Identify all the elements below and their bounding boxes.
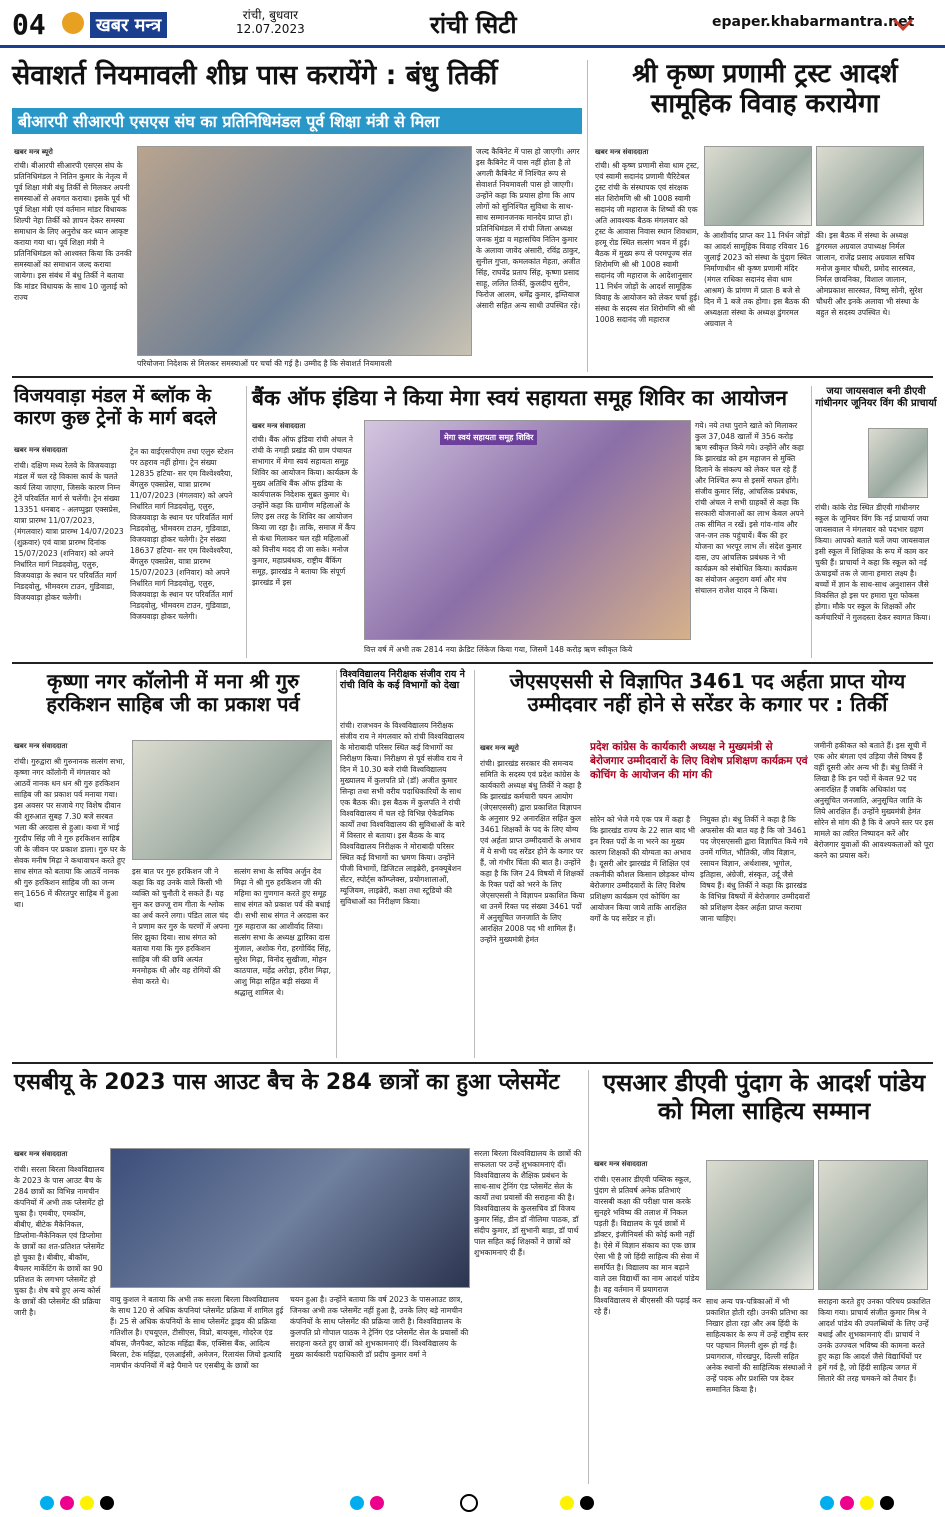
a9-body-col1: रांची। सरला बिरला विश्वविद्यालय के 2023 के पास आउट बैच के 284 छात्रों का विभिन्न नामचीन कंपनियों में अभी तक प्लेसमेंट हो चुका है। एमबीए, एमकॉम, बीबीए, बीटेक मैकेनिकल, डिप्लोमा-मैकेनिकल एवं डिप्लोमा के छात्रों का शत-प्रतिशत प्लेसमेंट हो चुका है। बीबीए, बीकॉम, बैचलर मार्केटिंग के छात्रों का 90 प्रतिशत के लगभग प्लेसमेंट हो चुका है। शेष बचे हुए अन्य कोर्स के छात्रों की प्लेसमेंट की प्रक्रिया जारी है।	[14, 1165, 105, 1317]
a7-headline: विश्वविद्यालय निरीक्षक संजीव राय ने रांची विवि के कई विभागों को देखा	[340, 669, 465, 691]
a10-body-col2: साथ अन्य पत्र-पत्रिकाओं में भी प्रकाशित होती रही। उनकी प्रतिभा का निखार होता रहा और अब हिंदी के साहित्यकार के रूप में उन्हें राष्ट्रीय स्तर पर पहचान मिलनी शुरू हो गई है। प्रयागराज, गोरखपुर, दिल्ली सहित अनेक स्थानों की साहित्यिक संस्थाओं ने उन्हें पदक और प्रशस्ति पत्र देकर सम्मानित किया है।	[706, 1297, 812, 1394]
a4-headline: बैंक ऑफ इंडिया ने किया मेगा स्वयं सहायता समूह शिविर का आयोजन	[252, 386, 788, 410]
magenta-dot-icon	[60, 1496, 74, 1510]
a6-body-col1: रांची। गुरुद्वारा श्री गुरुनानक सत्संग सभा, कृष्णा नगर कॉलोनी में मंगलवार को आठवें नानक धन धन श्री गुरु हरकिशन साहिब जी का प्रकाश पर्व मनाया गया। इस अवसर पर सजाये गए विशेष दीवान की शुरुआत सुबह 7.30 बजे सरबत भला की अरदास से हुआ। कथा में भाई गुरदीप सिंह जी ने गुरु हरकिशन साहिब जी के जीवन पर प्रकाश डाला। गुरु घर के सेवक मनीष मिढ़ा ने कथावाचन करते हुए साध संगत को बताया कि आठवें नानक श्री गुरु हरकिशन साहिब जी का जन्म सन् 1656 में कीरतपुर साहिब में हुआ था।	[14, 757, 126, 909]
a5-body-intro	[815, 430, 865, 500]
brand-name: खबर मन्त्र	[90, 12, 167, 38]
a7-body: रांची। राजभवन के विश्वविद्यालय निरीक्षक संजीव राय ने मंगलवार को रांची विश्वविद्यालय के मोराबादी परिसर स्थित कई विभागों का निरीक्षण किया। निरीक्षण से पूर्व संजीव राय ने दिन में 10.30 बजे रांची विश्वविद्यालय मुख्यालय में कुलपति प्रो (डॉ) अजीत कुमार सिन्हा तथा सभी वरीय पदाधिकारियों के साथ एक बैठक की। इस बैठक में कुलपति ने रांची विश्वविद्यालय में चल रहे विभिन्न ऐकेडमिक कार्यों तथा विश्वविद्यालय की सुविधाओं के बारे में विस्तार से बताया। इस बैठक के बाद विश्वविद्यालय निरीक्षक ने मोराबादी परिसर स्थित कई विभागों का भ्रमण किया। उन्होंने पीजी विभागों, डिजिटल लाइब्रेरी, इनक्यूबेशन सेंटर, स्पोर्ट्स कॉम्प्लेक्स, प्रयोगशालाओं, म्यूजियम, लाइब्रेरी, कक्षा तथा स्टूडियो की सुविधाओं का निरीक्षण किया।	[340, 721, 465, 906]
page-number: 04	[12, 8, 46, 41]
crosshair-icon	[460, 1494, 478, 1512]
a3-headline: विजयवाड़ा मंडल में ब्लॉक के कारण कुछ ट्रेनों के मार्ग बदले	[14, 385, 217, 429]
a1-subhead: बीआरपी सीआरपी एसएस संघ का प्रतिनिधिमंडल पूर्व शिक्षा मंत्री से मिला	[12, 108, 582, 134]
black-dot-icon	[100, 1496, 114, 1510]
a9-body-col2: वायु कुशल ने बताया कि अभी तक सरला बिरला विश्वविद्यालय के साथ 120 से अधिक कंपनियां प्लेसमेंट प्रक्रिया में शामिल हुई हैं। 25 से अधिक कंपनियों के साथ प्लेसमेंट ड्राइव की प्रक्रिया गतिशील है। एचयूएल, टीसीएस, विप्रो, बायजूस, गोदरेज एंड बॉयस, जैनपैक्ट, कोटक महिंद्रा बैंक, एक्सिस बैंक, आदित्य बिरला, टेक महिंद्रा, एलआईसी, अमेजन, रिलायंस जियो इत्यादि नामचीन कंपनियों में बड़े पैमाने पर एसबीयू के छात्रों का	[110, 1295, 284, 1370]
a2-body-col3: की। इस बैठक में संस्था के अध्यक्ष डुंगरमल अग्रवाल उपाध्यक्ष निर्मल जालान, राजेंद्र प्रसाद अग्रवाल सचिव मनोज कुमार चौधरी, प्रमोद सारस्वत, निर्मल छावनिका, विशाल जालान, ओमप्रकाश सारस्वत, विष्णु सोनी, सुरेश चौधरी और इनके अलावा भी संस्था के बहुत से सदस्य उपस्थित थे।	[816, 231, 923, 317]
a9-body-col3: चयन हुआ है। उन्होंने बताया कि वर्ष 2023 के पासआउट छात्र, जिनका अभी तक प्लेसमेंट नहीं हुआ है, उनके लिए बड़े नामचीन कंपनियों के साथ प्लेसमेंट की प्रक्रिया जारी है। विश्वविद्यालय के कुलपति प्रो गोपाल पाठक ने ट्रेनिंग एंड प्लेसमेंट सेल के प्रयासों की सराहना करते हुए छात्रों को शुभकामनाएं दीं। विश्वविद्यालय के मुख्य कार्यकारी पदाधिकारी डॉ प्रदीप कुमार वर्मा ने	[290, 1295, 469, 1359]
a10-headline: एसआर डीएवी पुंदाग के आदर्श पांडेय को मिला साहित्य सम्मान	[602, 1069, 926, 1125]
a8-byline: खबर मन्त्र ब्यूरो	[480, 744, 519, 752]
dateline	[236, 8, 305, 36]
a2-photo-right	[816, 146, 924, 226]
a9-headline: एसबीयू के 2023 पास आउट बैच के 284 छात्रों का हुआ प्लेसमेंट	[14, 1070, 560, 1095]
a1-body-col2: जल्द कैबिनेट में पास हो जाएगी। अगर इस कैबिनेट में पास नहीं होता है तो अगली कैबिनेट में निश्चित रूप से सेवाशर्त नियमावली पास हो जाएगी। उन्होंने कहा कि प्रयास होगा कि आप लोगों को सुनिश्चित सुविधा के साथ-साथ सम्मानजनक मानदेय प्राप्त हो। प्रतिनिधिमंडल में रांची जिला अध्यक्ष जनक मुंडा व महासचिव नितिन कुमार के अलावा जावेद अंसारी, रविंद्र ठाकुर, सुनील गुप्ता, कमलकांत मेहता, अजीत सिंह, राघवेंद्र प्रताप सिंह, कृष्णा प्रसाद साहू, ललित तिर्की, कुलदीप सुरीन, फिरोज आलम, धर्मेंद्र कुमार, इम्तियाज अंसारी सहित अन्य साथी उपस्थित रहे।	[476, 147, 581, 310]
a1-caption-line: परियोजना निदेशक से मिलकर समस्याओं पर चर्चा की गई है। उम्मीद है कि सेवाशर्त नियमावली	[137, 359, 392, 368]
a8-body-col2: सोरेन को भेजे गये एक पत्र में कहा है कि झारखंड राज्य के 22 साल बाद भी इन रिक्त पदों के ना भरने का मुख्य कारण शिक्षकों की योग्यता का अभाव है। दूसरी ओर झारखंड में शिक्षित एवं तकनीकी कौशल किसान छोड़कर योग्य बेरोजगार उम्मीदवारों के लिए विशेष प्रशिक्षण कार्यक्रम एवं कोचिंग का आयोजन किया जाये ताकि आरक्षित वर्गों के पद सरेंडर न हों।	[590, 815, 695, 923]
a2-photo-left	[704, 146, 812, 226]
a2-headline: श्री कृष्ण प्रणामी ट्रस्ट आदर्श सामूहिक विवाह करायेगा	[632, 59, 898, 119]
a6-headline: कृष्णा नगर कॉलोनी में मना श्री गुरु हरकिशन साहिब जी का प्रकाश पर्व	[46, 669, 300, 716]
a9-body-col4: सरला बिरला विश्वविद्यालय के छात्रों की सफलता पर उन्हें शुभकामनाएं दीं। विश्वविद्यालय के शैक्षिक प्रबंधन के साथ-साथ ट्रेनिंग एंड प्लेसमेंट सेल के कार्यों तथा प्रयासों की सराहना की है। विश्वविद्यालय के कुलसचिव डॉ विजय कुमार सिंह, डीन डॉ नीलिमा पाठक, डॉ संदीप कुमार, डॉ सुभानी बाड़ा, डॉ पार्थ पाल सहित कई शिक्षकों ने छात्रों को शुभकामनाएं दी हैं।	[474, 1149, 582, 1257]
a6-body-col2: इस बात पर गुरु हरकिशन जी ने कहा कि वह उनके वाले किसी भी व्यक्ति को चुनौती दे सकते हैं। यह सुन कर छज्जू राम गीता के श्लोक का अर्थ करने लगा। पंडित लाल चंद ने प्रणाम कर गुरु के चरणों में अपना सिर झुका दिया। साध संगत को बताया गया कि गुरु हरकिशन साहिब जी की छवि अत्यंत मनमोहक थी और वह रोगियों की सेवा करते थे।	[132, 867, 230, 986]
a10-portrait-photo	[818, 1160, 928, 1290]
a5-portrait-photo	[868, 428, 928, 498]
a5-body: रांची। कांके रोड स्थित डीएवी गांधीनगर स्कूल के जूनियर विंग कि नई प्राचार्या जया जायसवाल ने मंगलवार को पदभार ग्रहण किया। आपको बताते चलें जया जायसवाल इसी स्कूल में शिक्षिका के रूप में काम कर चुकी हैं। प्राचार्या ने कहा कि स्कूल को नई ऊंचाइयों तक ले जाना हमारा लक्ष्य है। बच्चों में ज्ञान के साथ-साथ अनुशासन जैसे विकसित हो इस पर हमारा पूरा फोकस होगा। मौके पर स्कूल के शिक्षकों और कर्मचारियों ने गुलदस्ता देकर स्वागत किया।	[815, 503, 931, 622]
a6-body-col3: सत्संग सभा के सचिव अर्जुन देव मिढ़ा ने श्री गुरु हरकिशन जी की महिमा का गुणगान करते हुए समूह साध संगत को प्रकाश पर्व की बधाई दी। सभी साध संगत ने अरदास कर गुरु महाराज का आशीर्वाद लिया। सत्संग सभा के अध्यक्ष द्वारिका दास मुंजाल, अशोक गेरा, हरगोविंद सिंह, सुरेश मिढ़ा, विनोद सुखीजा, मोहन काठपाल, महेंद्र अरोड़ा, हरीश मिढ़ा, आशु मिढ़ा सहित बड़ी संख्या में श्रद्धालु शामिल थे।	[234, 867, 332, 997]
a4-body-col1: रांची। बैंक ऑफ इंडिया रांची अंचल ने रांची के नगड़ी प्रखंड की ग्राम पंचायत सभागार में मेगा स्वयं सहायता समूह शिविर का आयोजन किया। कार्यक्रम के मुख्य अतिथि बैंक ऑफ इंडिया के कार्यपालक निदेशक सुब्रत कुमार थे। उन्होंने कहा कि ग्रामीण महिलाओं के लिए इस तरह के शिविर का आयोजन किया जा रहा है। ताकि, समाज में कैंप से कंधा मिलाकर चल रही महिलाओं को वित्तीय मदद दी जा सके। मनोज कुमार, महाप्रबंधक, राष्ट्रीय बैंकिंग समूह, झारखंड ने बताया कि संपूर्ण झारखंड में इस	[252, 435, 358, 587]
a8-body-col4: जमीनी हकीकत को बताते हैं। इस सूची में एक ओर बंगला एवं उड़िया जैसे विषय हैं वहीं दूसरी ओर अन्य भी हैं। बंधु तिर्की ने लिखा है कि इन पदों में केवल 92 पद अनारक्षित हैं जबकि अधिकांश पद अनुसूचित जनजाति, अनुसूचित जाति के लिये आरक्षित हैं। उन्होंने मुख्यमंत्री हेमंत सोरेन से मांग की है कि वे अपने स्तर पर इस मामले का त्वरित निष्पादन करें और बेरोजगार युवाओं की आवश्यकताओं को पूरा करने का प्रयास करें।	[814, 741, 934, 860]
print-registration-marks	[0, 1490, 945, 1517]
section-title: रांची सिटी	[430, 11, 517, 39]
a4-caption-line: वित्त वर्ष में अभी तक 2814 नया क्रेडिट लिंकेज किया गया, जिसमें 148 करोड़ ऋण स्वीकृत किये	[364, 645, 633, 654]
a4-photo-banner: मेगा स्वयं सहायता समूह शिविर	[440, 430, 537, 445]
a3-byline: खबर मन्त्र संवाददाता	[14, 446, 68, 454]
a9-byline: खबर मन्त्र संवाददाता	[14, 1150, 68, 1158]
a2-byline: खबर मन्त्र संवाददाता	[595, 148, 649, 156]
cyan-dot-icon	[40, 1496, 54, 1510]
a1-body-col1: रांची। बीआरपी सीआरपी एसएस संघ के प्रतिनिधिमंडल ने नितिन कुमार के नेतृत्व में पूर्व शिक्षा मंत्री बंधु तिर्की से मिलकर अपनी समस्याओं से अवगत कराया। इसके पूर्व भी पूर्व शिक्षा मंत्री एवं वर्तमान मांडर विधायक शिल्पी नेहा तिर्की को ज्ञापन देकर समस्या समाधान के लिए अनुरोध कर ध्यान आकृष्ट कराया गया था। पूर्व शिक्षा मंत्री ने प्रतिनिधिमंडल को आश्वस्त किया कि उनकी समस्याओं का समाधान जल्द कराया जायेगा। इस संबंध में बंधु तिर्की ने बताया कि मांडर विधायक के साथ 10 जुलाई को राज्य	[14, 161, 132, 302]
a8-body-col3: नियुक्त हो। बंधु तिर्की ने कहा है कि अफसोस की बात यह है कि जो 3461 पद जेएसएससी द्वारा विज्ञापित किये गये उनमें गणित, भौतिकी, जीव विज्ञान, रसायन विज्ञान, अर्थशास्त्र, भूगोल, इतिहास, अंग्रेजी, संस्कृत, उर्दू जैसे विषय हैं। बंधु तिर्की ने कहा कि झारखंड के विभिन्न विषयों में बेरोजगार उम्मीदवारों को प्रशिक्षण देकर अर्हता प्राप्त कराया जाना चाहिए।	[700, 815, 810, 923]
a5-headline: जया जायसवाल बनी डीएवी गांधीनगर जूनियर विंग की प्राचार्या	[815, 386, 937, 409]
a1-byline: खबर मन्त्र ब्यूरो	[14, 148, 53, 156]
a2-body-col2: के आशीर्वाद प्राप्त कर 11 निर्धन जोड़ों का आदर्श सामूहिक विवाह रविवार 16 जुलाई 2023 को संस्था के पुंदाग स्थित निर्माणाधीन श्री कृष्ण प्रणामी मंदिर (मंगल राधिका सदानंद सेवा धाम आश्रम) के प्रांगण में प्रातः 8 बजे से दिन में 1 बजे तक होगा। इस बैठक की अध्यक्षता संस्था के अध्यक्ष डुंगरमल अग्रवाल ने	[704, 231, 812, 328]
city-day: रांची, बुधवार	[242, 8, 298, 22]
masthead-bar	[0, 0, 945, 48]
a9-classroom-photo	[110, 1148, 470, 1288]
a2-body-col1: रांची। श्री कृष्ण प्रणामी सेवा धाम ट्रस्ट, एवं स्वामी सदानंद प्रणामी चैरिटेबल ट्रस्ट रांची के संस्थापक एवं संरक्षक संत शिरोमणि श्री श्री 1008 स्वामी सदानंद जी महाराज के शिष्यों की एक अति आवश्यक बैठक मंगलवार को ट्रस्ट के आवास निवास स्थान शिवधाम, हरमू रोड स्थित सत्संग भवन में हुई। बैठक में मुख्य रूप से परमपूज्य संत शिरोमणि श्री श्री 1008 स्वामी सदानंद जी महाराज के आदेशानुसार 11 निर्धन जोड़ों के आदर्श सामूहिक विवाह के आयोजन को लेकर चर्चा हुई। संस्था के सदस्य संत शिरोमणि श्री श्री 1008 सदानंद जी महाराज	[595, 161, 700, 324]
a10-byline: खबर मन्त्र संवाददाता	[594, 1160, 648, 1168]
a10-body-col3: सराहना करते हुए उनका परिचय प्रकाशित किया गया। प्राचार्य संजीत कुमार मिश्र ने आदर्श पांडेय की उपलब्धियों के लिए उन्हें बधाई और शुभकामनाएं दीं। प्राचार्य ने उनके उज्ज्वल भविष्य की कामना करते हुए कहा कि आदर्श जैसे विद्यार्थियों पर हमें गर्व है, जो हिंदी साहित्य जगत में सितारे की तरह चमकने को तैयार हैं।	[818, 1297, 931, 1383]
a10-body-col1: रांची। एसआर डीएवी पब्लिक स्कूल, पुंदाग से प्रतिवर्ष अनेक प्रतिभाएं वारसबी कक्षा की परीक्षा पास करके सुनहरे भविष्य की तलाश में निकल पड़ती हैं। विद्यालय के पूर्व छात्रों में डॉक्टर, इंजीनियर्स की कोई कमी नहीं है। ऐसे में विज्ञान संकाय का एक छात्र ऐसा भी है जो हिंदी साहित्य की सेवा में समर्पित है। विद्यालय का मान बढ़ाने वाले उस विद्यार्थी का नाम आदर्श पांडेय है। वह वर्तमान में प्रयागराज विश्वविद्यालय से बीएससी की पढ़ाई कर रहे हैं।	[594, 1175, 702, 1316]
epaper-link[interactable]: epaper.khabarmantra.net	[712, 14, 915, 30]
a4-byline: खबर मन्त्र संवाददाता	[252, 422, 306, 430]
issue-date: 12.07.2023	[236, 22, 305, 36]
a8-body-col1: रांची। झारखंड सरकार की समन्वय समिति के सदस्य एवं प्रदेश कांग्रेस के कार्यकारी अध्यक्ष बंधु तिर्की ने कहा है कि झारखंड कर्मचारी चयन आयोग (जेएसएससी) द्वारा प्रकाशित विज्ञापन के अनुसार 92 अनारक्षित सहित कुल 3461 शिक्षकों के पद के लिए योग्य एवं अर्हता प्राप्त उम्मीदवारों के अभाव में ये सभी पद सरेंडर होने के कगार पर हैं, जो गंभीर चिंता की बात है। उन्होंने कहा है कि जिन 24 विषयों में शिक्षकों के रिक्त पदों को भरने के लिए जेएसएससी ने विज्ञापन प्रकाशित किया था उनमें रिक्त पद संख्या 3461 पदों में अनुसूचित जनजाति के लिए आरक्षित 2008 पद भी शामिल हैं। उन्होंने मुख्यमंत्री हेमंत	[480, 759, 585, 944]
a1-headline: सेवाशर्त नियमावली शीघ्र पास करायेंगे : बंधु तिर्की	[12, 60, 498, 91]
a8-highlight-box: प्रदेश कांग्रेस के कार्यकारी अध्यक्ष ने मुख्यमंत्री से बेरोजगार उम्मीदवारों के लिए विशेष प्रशिक्षण कार्यक्रम एवं कोचिंग के आयोजन की मांग की	[590, 741, 808, 781]
yellow-dot-icon	[80, 1496, 94, 1510]
a3-body-col2: ट्रेन का वाईएसपीएम तथा एलुरु स्टेशन पर ठहराव नहीं होगा। ट्रेन संख्या 12835 हटिया- सर एम विश्वेश्वरैया, बेंगलुरु एक्सप्रेस, यात्रा प्रारम्भ 11/07/2023 (मंगलवार) को अपने निर्धारित मार्ग निडदवोलु, एलुरु, विजयवाड़ा के स्थान पर परिवर्तित मार्ग निडदवोलु, भीमवरम टाउन, गुडिवाडा, विजयवाड़ा होकर चलेगी। ट्रेन संख्या 18637 हटिया- सर एम विश्वेश्वरैया, बेंगलुरु एक्सप्रेस, यात्रा प्रारम्भ 15/07/2023 (शनिवार) को अपने निर्धारित मार्ग निडदवोलु, एलुरु, विजयवाड़ा के स्थान पर परिवर्तित मार्ग निडदवोलु, भीमवरम टाउन, गुडिवाडा, विजयवाड़ा होकर चलेगी।	[130, 447, 234, 621]
brand-logo-icon	[62, 12, 84, 34]
a3-body-col1: रांची। दक्षिण मध्य रेलवे के विजयवाड़ा मंडल में चल रहे विकास कार्य के चलते कार्य लिया जाएगा, जिसके कारण निम्न ट्रेनें परिवर्तित मार्ग से चलेंगी। ट्रेन संख्या 13351 धनबाद - अलप्पुझा एक्सप्रेस, यात्रा प्रारम्भ 11/07/2023, (मंगलवार) यात्रा प्रारम्भ 14/07/2023 (शुक्रवार) एवं यात्रा प्रारम्भ दिनांक 15/07/2023 (शनिवार) को अपने निर्धारित मार्ग निडदवोलु, एलुरु, विजयवाड़ा के स्थान पर परिवर्तित मार्ग निडदवोलु, भीमवरम टाउन, गुडिवाडा, विजयवाड़ा होकर चलेगी।	[14, 461, 124, 602]
a1-group-photo	[137, 146, 472, 356]
a6-gurudwara-photo	[132, 740, 332, 860]
a8-headline: जेएसएससी से विज्ञापित 3461 पद अर्हता प्राप्त योग्य उम्मीदवार नहीं होने से सरेंडर के कगार पर : तिर्की	[509, 669, 906, 716]
a4-body-col2: गये। नये तथा पुराने खाते को मिलाकर कुल 37,048 खातों में 356 करोड़ ऋण स्वीकृत किये गये। उन्होंने और कहा कि झारखंड को हम महाजन से मुक्ति दिलाने के संकल्प को लेकर चल रहे हैं और निश्चित रूप से इसमें सफल होंगे। संजीव कुमार सिंह, आंचलिक प्रबंधक, रांची अंचल ने सभी ग्राहकों से कहा कि सरकारी योजनाओं का लाभ केवल अपने तक सीमित न रखें। इसे गांव-गांव और जन-जन तक पहुंचायें। बैंक की हर योजना का भरपूर लाभ लें। संदेश कुमार दास, उप आंचलिक प्रबंधक ने भी कार्यक्रम को संबोधित किया। कार्यक्रम का संयोजन अनुराग वर्मा और मंच संचालन राजेश यादव ने किया।	[695, 421, 804, 595]
a6-byline: खबर मन्त्र संवाददाता	[14, 742, 68, 750]
a4-event-photo	[364, 420, 691, 640]
a10-award-photo	[706, 1160, 814, 1290]
